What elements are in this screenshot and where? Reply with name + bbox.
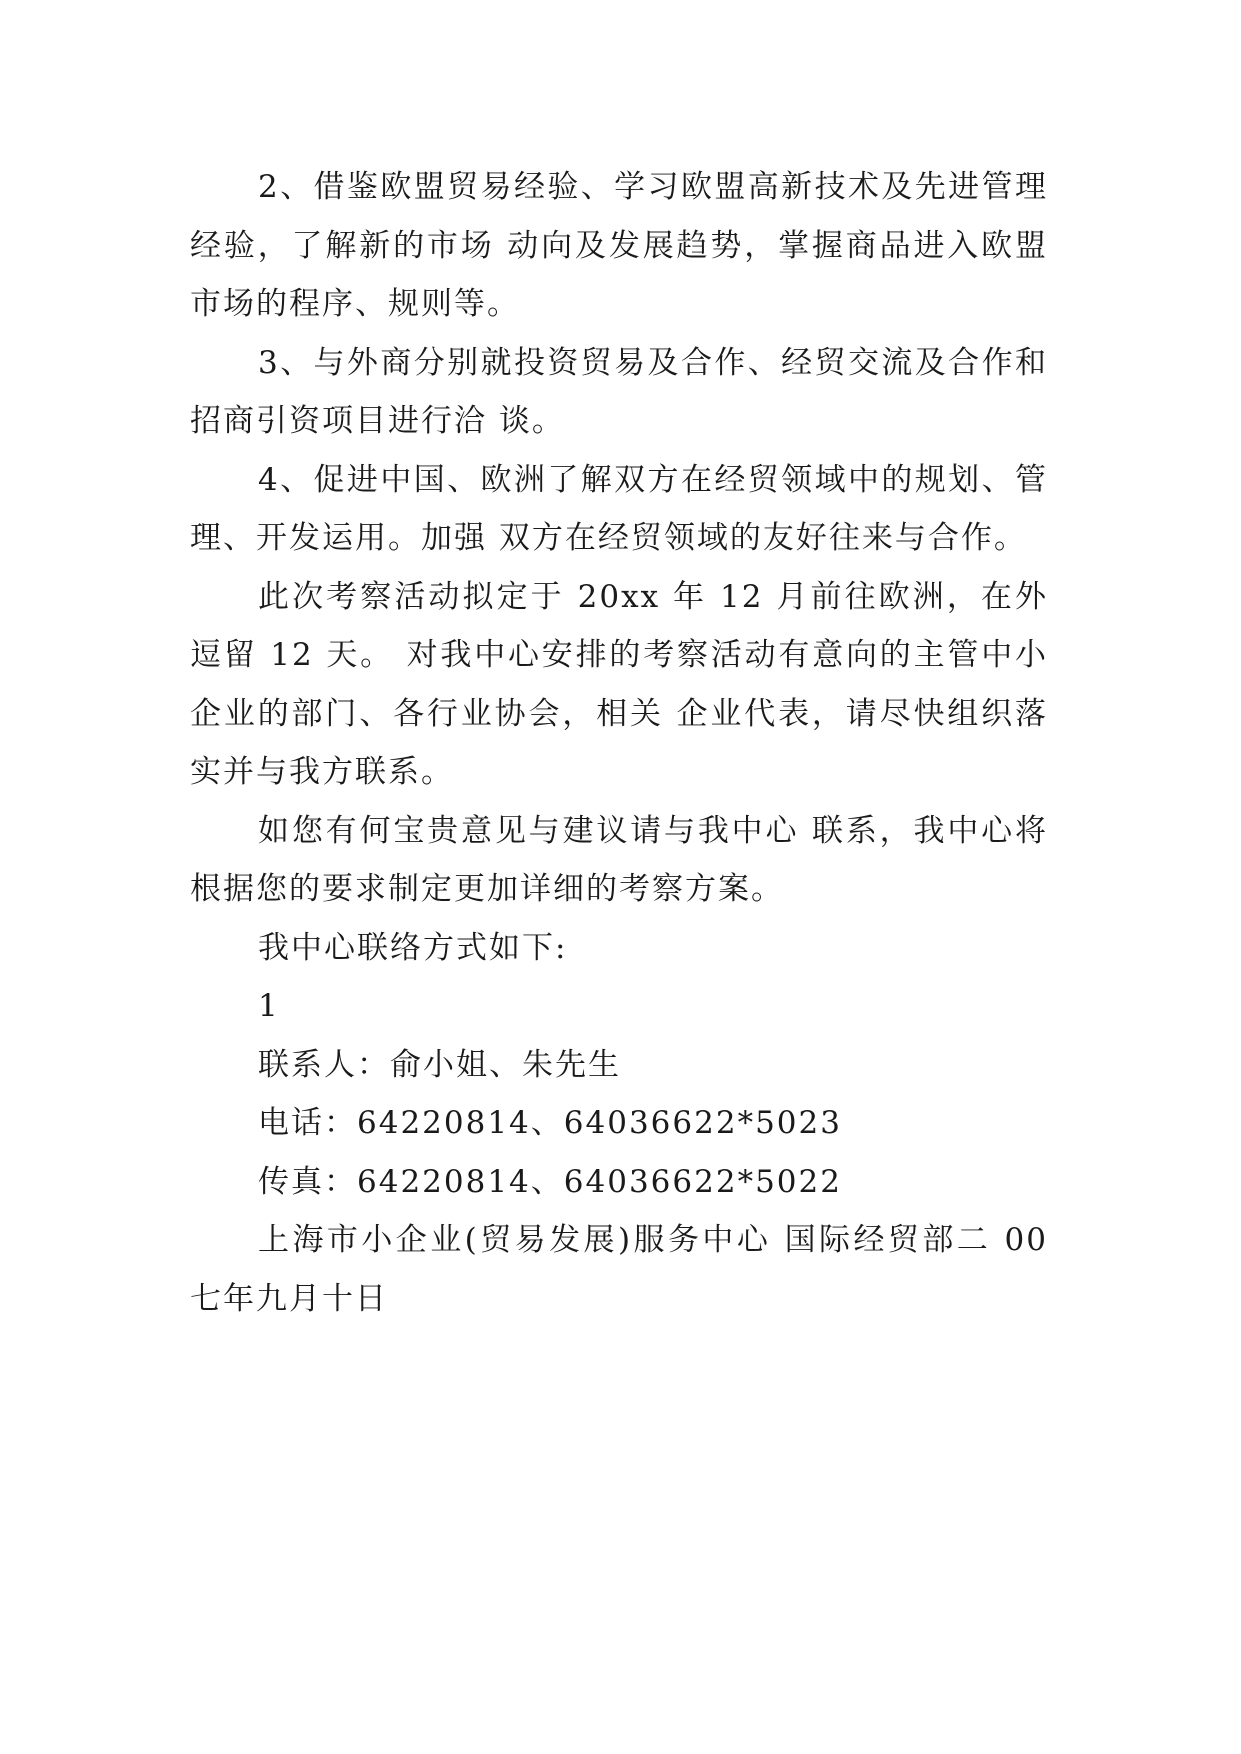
contact-phone: 电话：64220814、64036622*5023: [258, 1105, 842, 1141]
document-body: [190, 158, 1048, 1328]
contact-fax: 传真：64220814、64036622*5022: [258, 1163, 842, 1200]
paragraph-feedback: 如您有何宝贵意见与建议请与我中心 联系，我中心将根据您的要求制定更加详细的考察方案。: [190, 812, 1048, 907]
paragraph-objective-4: 4、促进中国、欧洲了解双方在经贸领域中的规划、管理、开发运用。加强 双方在经贸领域的友好往来与合作。: [190, 461, 1048, 556]
contact-heading: 我中心联络方式如下:: [258, 929, 568, 966]
contact-person: 联系人：俞小姐、朱先生: [258, 1046, 621, 1083]
page-number: 1: [258, 988, 280, 1024]
paragraph-schedule: 此次考察活动拟定于 20xx 年 12 月前往欧洲，在外逗留 12 天。 对我中心安排的考察活动有意向的主管中小企业的部门、各行业协会，相关 企业代表，请尽快组织落实并与我方联系。: [190, 578, 1048, 790]
paragraph-objective-2: 2、借鉴欧盟贸易经验、学习欧盟高新技术及先进管理经验，了解新的市场 动向及发展趋势，掌握商品进入欧盟市场的程序、规则等。: [190, 169, 1048, 322]
paragraph-objective-3: 3、与外商分别就投资贸易及合作、经贸交流及合作和招商引资项目进行洽 谈。: [190, 344, 1048, 439]
signature-block: 上海市小企业(贸易发展)服务中心 国际经贸部二 00 七年九月十日: [190, 1222, 1048, 1317]
